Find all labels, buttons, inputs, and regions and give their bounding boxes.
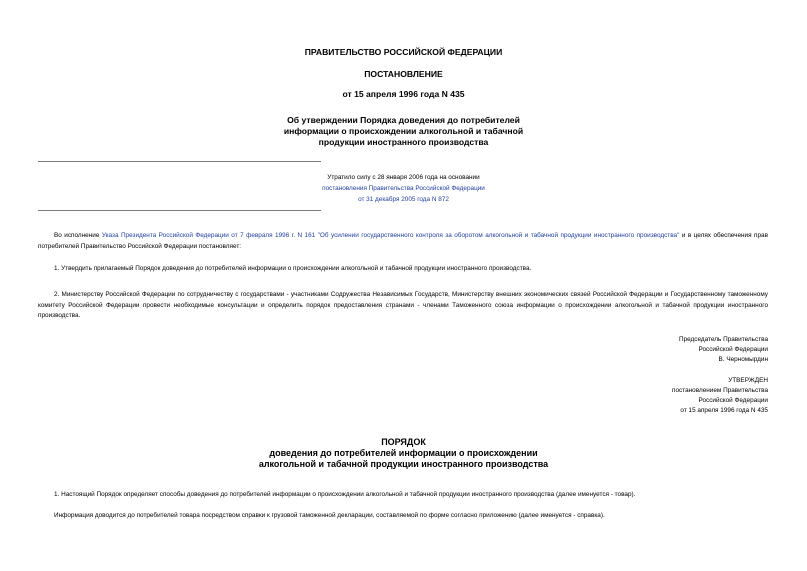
document-type: ПОСТАНОВЛЕНИЕ <box>364 69 443 79</box>
signature-title: Председатель Правительства <box>679 336 768 343</box>
order-subtitle: алкогольной и табачной продукции иностранного производства <box>258 459 549 469</box>
preamble-text: Во исполнение <box>54 232 102 239</box>
approval-block <box>672 376 768 416</box>
decree-title-link[interactable]: "Об усилении государственного контроля за оборотом алкогольной и табачной продукции иностранного производства" <box>317 232 680 239</box>
signature-name: В. Черномырдин <box>718 356 768 363</box>
order-info-text: Информация доводится до потребителей товара посредством справки к грузовой таможенной декларации, составляемой по форме согласно приложению (далее именуется - справка). <box>54 512 605 519</box>
signature-block <box>679 335 768 365</box>
document-title-line: информации о происхождении алкогольной и табачной <box>283 126 524 136</box>
preamble-paragraph <box>38 231 768 252</box>
bottom-divider <box>38 210 321 211</box>
order-subtitle: доведения до потребителей информации о происхождении <box>269 448 538 458</box>
document-title-line: Об утверждении Порядка доведения до потребителей <box>287 115 520 125</box>
resolution-item-1 <box>38 264 768 275</box>
approval-line: от 15 апреля 1996 года N 435 <box>680 407 768 414</box>
presidential-decree-link[interactable]: Указа Президента Российской Федерации от 7 февраля 1996 г. N 161 <box>101 232 316 239</box>
order-title: ПОРЯДОК <box>381 437 426 447</box>
document-title <box>0 115 807 148</box>
resolution-item-2 <box>38 290 768 322</box>
preamble-text-end: и в целях обеспечения прав потребителей Правительство Российской Федерации постановляет: <box>38 232 768 250</box>
approval-line: Российской Федерации <box>698 397 768 404</box>
signature-country: Российской Федерации <box>698 346 768 353</box>
repeal-decree-link[interactable]: постановления Правительства Российской Федерации <box>322 185 485 192</box>
order-item-1-text: 1. Настоящий Порядок определяет способы доведения до потребителей информации о происхождении алкогольной и табачной продукции иностранного производства (далее именуется - товар). <box>54 491 636 498</box>
order-heading <box>0 437 807 470</box>
document-date-number: от 15 апреля 1996 года N 435 <box>342 89 465 99</box>
repeal-note <box>300 172 507 205</box>
repeal-decree-link-date[interactable]: от 31 декабря 2005 года N 872 <box>358 196 449 203</box>
order-info-paragraph <box>38 511 768 522</box>
resolution-item-2-text: 2. Министерству Российской Федерации по сотрудничеству с государствами - участниками Содружества Независимых Государств, Министерству внешних экономических связей Российской Федерации и Государственному таможенному комитету Российской Федерации провести необходимые консультации и определить порядок предоставления странами - членами Таможенного союза информации о происхождении алкогольной и табачной продукции иностранного производства. <box>38 291 768 319</box>
government-heading: ПРАВИТЕЛЬСТВО РОССИЙСКОЙ ФЕДЕРАЦИИ <box>304 47 503 57</box>
order-item-1 <box>38 490 768 501</box>
repeal-note-text: Утратило силу с 28 января 2006 года на основании <box>327 174 480 181</box>
resolution-item-1-text: 1. Утвердить прилагаемый Порядок доведения до потребителей информации о происхождении алкогольной и табачной продукции иностранного производства. <box>54 265 532 272</box>
approval-heading: УТВЕРЖДЕН <box>728 377 768 384</box>
document-title-line: продукции иностранного производства <box>318 137 489 147</box>
top-divider <box>38 161 321 162</box>
approval-line: постановлением Правительства <box>672 387 768 394</box>
